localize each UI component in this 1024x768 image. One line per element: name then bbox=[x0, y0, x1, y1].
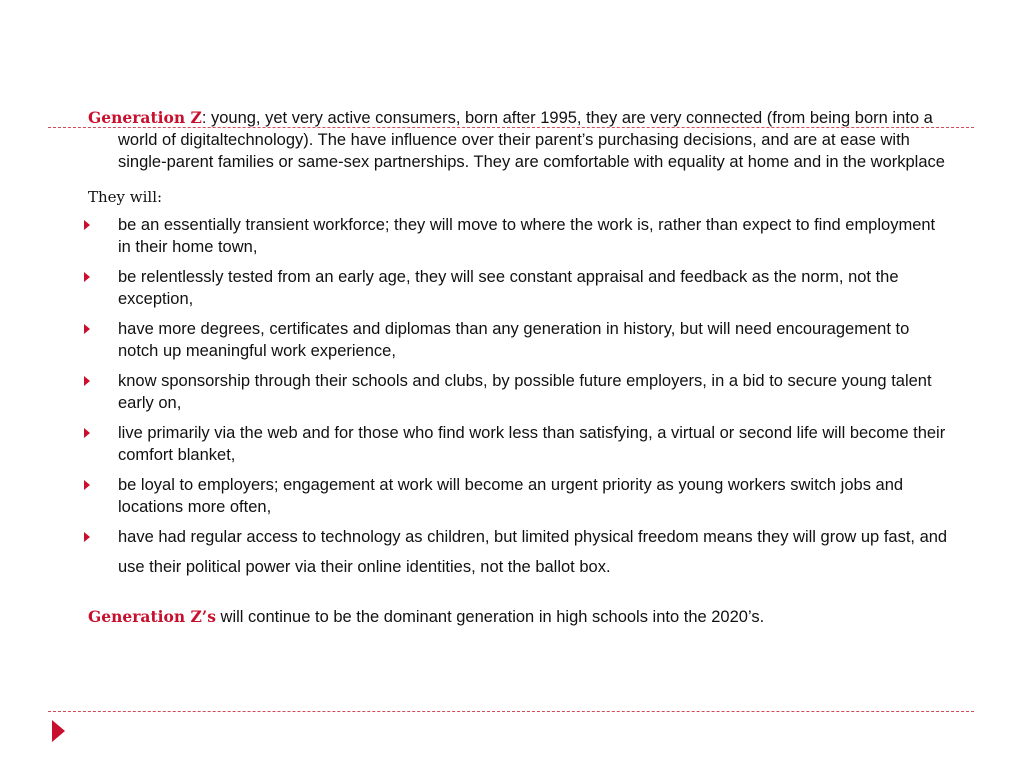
slide-body bbox=[88, 107, 948, 645]
red-triangle-bullet-icon bbox=[84, 324, 90, 334]
intro-paragraph bbox=[88, 107, 948, 173]
list-item bbox=[84, 474, 948, 518]
list-item bbox=[84, 556, 948, 578]
red-triangle-bullet-icon bbox=[84, 272, 90, 282]
intro-term: Generation Z bbox=[88, 108, 202, 127]
red-triangle-bullet-icon bbox=[84, 480, 90, 490]
closing-text: will continue to be the dominant generation in high schools into the 2020’s. bbox=[215, 608, 765, 626]
red-triangle-bullet-icon bbox=[84, 532, 90, 542]
bullet-text: have more degrees, certificates and diplomas than any generation in history, but will need encouragement to notch up meaningful work experience, bbox=[118, 320, 910, 360]
intro-text: : young, yet very active consumers, born after 1995, they are very connected (from being born into a world of digitaltechnology). The have influence over their parent’s purchasing decisions, and are at ease with single-parent families or same-sex partnerships. They are comfortable with equality at home and in the workplace bbox=[118, 109, 945, 171]
list-item bbox=[84, 370, 948, 414]
closing-paragraph bbox=[88, 606, 948, 628]
bottom-dashed-divider bbox=[48, 711, 974, 712]
list-item bbox=[84, 266, 948, 310]
list-item bbox=[84, 526, 948, 548]
red-triangle-bullet-icon bbox=[84, 220, 90, 230]
red-triangle-bullet-icon bbox=[84, 428, 90, 438]
they-will-label: They will: bbox=[88, 188, 163, 206]
bullet-text: be an essentially transient workforce; they will move to where the work is, rather than expect to find employment in their home town, bbox=[118, 216, 936, 256]
list-item bbox=[84, 422, 948, 466]
bullet-list bbox=[84, 214, 948, 578]
red-triangle-corner-icon bbox=[52, 720, 65, 742]
red-triangle-bullet-icon bbox=[84, 376, 90, 386]
bullet-text: be loyal to employers; engagement at work will become an urgent priority as young workers switch jobs and locations more often, bbox=[118, 476, 904, 516]
bullet-text: have had regular access to technology as children, but limited physical freedom means they will grow up fast, and bbox=[118, 528, 948, 546]
bullet-text: use their political power via their online identities, not the ballot box. bbox=[118, 558, 611, 576]
bullet-text: know sponsorship through their schools and clubs, by possible future employers, in a bid to secure young talent early on, bbox=[118, 372, 932, 412]
bullet-text: live primarily via the web and for those who find work less than satisfying, a virtual or second life will become their comfort blanket, bbox=[118, 424, 946, 464]
list-item bbox=[84, 318, 948, 362]
list-item bbox=[84, 214, 948, 258]
bullet-text: be relentlessly tested from an early age, they will see constant appraisal and feedback as the norm, not the exception, bbox=[118, 268, 899, 308]
closing-term: Generation Z’s bbox=[88, 607, 216, 626]
